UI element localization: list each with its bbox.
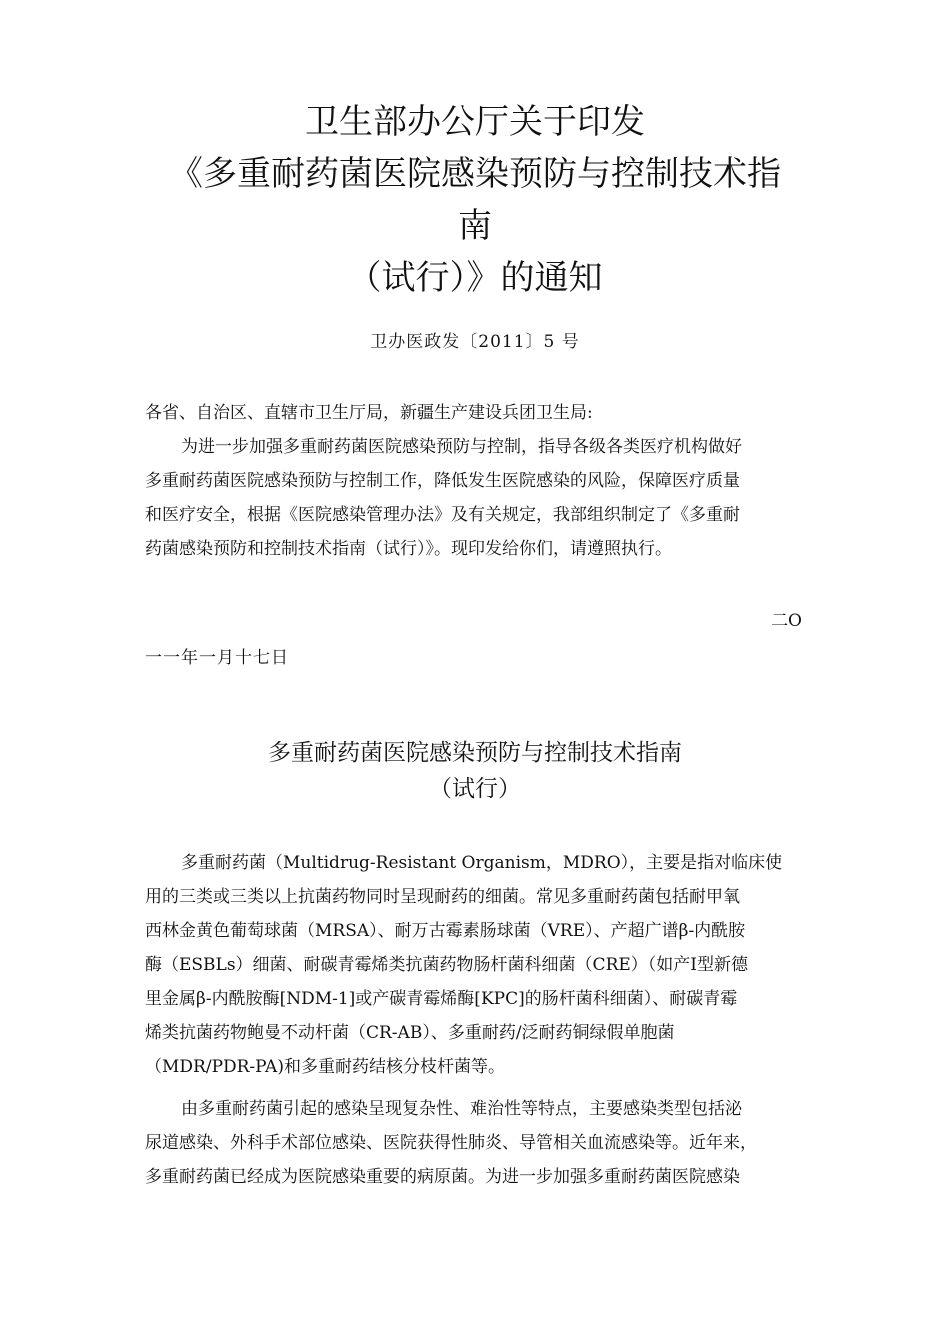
- notice-paragraph-line: 药菌感染预防和控制技术指南（试行）》。现印发给你们，请遵照执行。: [145, 539, 672, 559]
- guideline-title: 多重耐药菌医院感染预防与控制技术指南: [268, 740, 682, 766]
- guideline-paragraph-1: [145, 846, 810, 1084]
- guideline-subtitle: （试行）: [429, 776, 521, 802]
- guideline-paragraph-line: 由多重耐药菌引起的感染呈现复杂性、难治性等特点，主要感染类型包括泌: [181, 1099, 742, 1119]
- guideline-paragraph-line: 尿道感染、外科手术部位感染、医院获得性肺炎、导管相关血流感染等。近年来，: [145, 1133, 757, 1153]
- notice-title-line: 南: [458, 206, 492, 246]
- notice-title-line: （试行）》的通知: [347, 258, 603, 298]
- guideline-paragraph-line: 酶（ESBLs）细菌、耐碳青霉烯类抗菌药物肠杆菌科细菌（CRE）（如产Ⅰ型新德: [145, 955, 748, 975]
- guideline-paragraph-line: （MDR/PDR-PA)和多重耐药结核分枝杆菌等。: [145, 1057, 505, 1077]
- document-number: 卫办医政发〔2011〕5 号: [370, 332, 580, 352]
- guideline-paragraph-line: 多重耐药菌已经成为医院感染重要的病原菌。为进一步加强多重耐药菌医院感染: [145, 1167, 740, 1187]
- notice-body: [145, 396, 810, 566]
- guideline-paragraph-line: 西林金黄色葡萄球菌（MRSA）、耐万古霉素肠球菌（VRE）、产超广谱β-内酰胺: [145, 921, 746, 941]
- guideline-paragraph-line: 多重耐药菌（Multidrug-Resistant Organism，MDRO），主要是指对临床使: [181, 853, 783, 873]
- guideline-heading: [0, 735, 950, 807]
- guideline-paragraph-line: 烯类抗菌药物鲍曼不动杆菌（CR-AB）、多重耐药/泛耐药铜绿假单胞菌: [145, 1023, 675, 1043]
- issue-date-part1: 二O: [771, 611, 802, 631]
- notice-title-line: 《多重耐药菌医院感染预防与控制技术指: [169, 154, 781, 194]
- notice-title: [140, 96, 810, 304]
- guideline-paragraph-line: 用的三类或三类以上抗菌药物同时呈现耐药的细菌。常见多重耐药菌包括耐甲氧: [145, 887, 740, 907]
- notice-paragraph-line: 为进一步加强多重耐药菌医院感染预防与控制，指导各级各类医疗机构做好: [181, 437, 742, 457]
- addressee: 各省、自治区、直辖市卫生厅局，新疆生产建设兵团卫生局:: [145, 403, 593, 423]
- guideline-paragraph-line: 里金属β-内酰胺酶[NDM-1]或产碳青霉烯酶[KPC]的肠杆菌科细菌）、耐碳青霉: [145, 989, 738, 1009]
- notice-paragraph-line: 和医疗安全，根据《医院感染管理办法》及有关规定，我部组织制定了《多重耐: [145, 505, 740, 525]
- guideline-paragraph-2: [145, 1092, 810, 1194]
- notice-title-line: 卫生部办公厅关于印发: [305, 102, 645, 142]
- issue-date-part2: 一一年一月十七日: [145, 648, 289, 668]
- notice-paragraph-line: 多重耐药菌医院感染预防与控制工作，降低发生医院感染的风险，保障医疗质量: [145, 471, 740, 491]
